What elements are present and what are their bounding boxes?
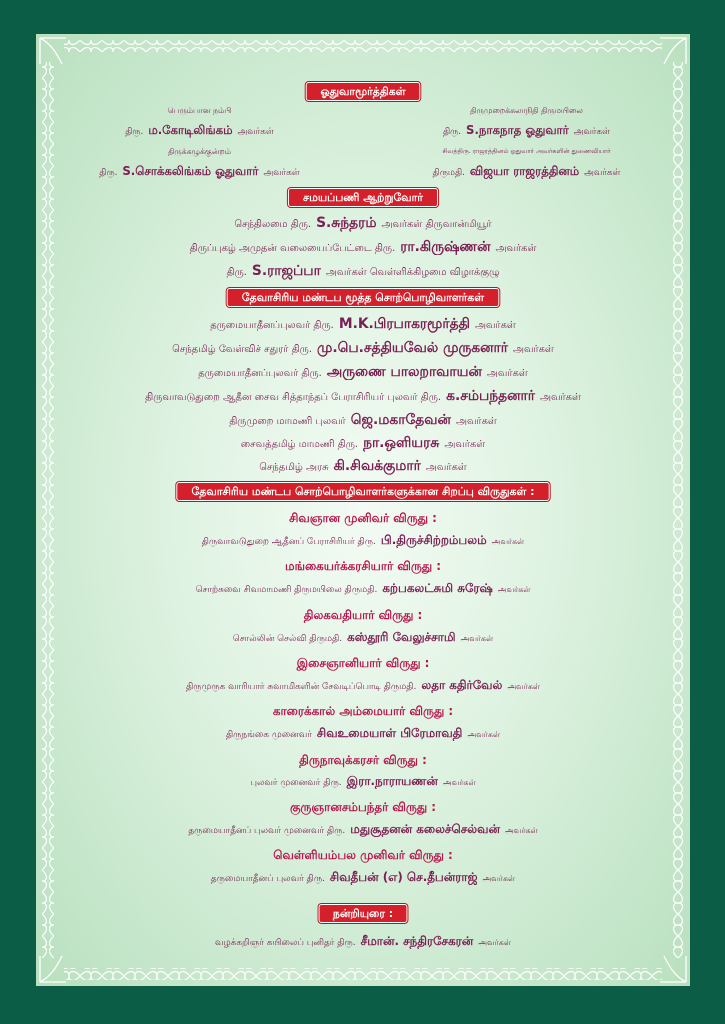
samayappani-line-2: திருப்புகழ் அமுதன் வலையைப்பேட்டை திரு. ரா.கிருஷ்ணன் அவர்கள் [189,239,537,255]
odhuvar-3: திரு. S.சொக்கலிங்கம் ஓதுவார் அவர்கள் [99,164,300,178]
award-7-recipient: தருமையாதீனப் புலவர் முனைவர் திரு. மதுசூதனன் கலைச்செல்வன் அவர்கள் [188,822,538,836]
odhuvar-4: திருமதி. விஜயா ராஜரத்தினம் அவர்கள் [432,164,621,178]
section-heading-senior-speakers: தேவாசிரிய மண்டப மூத்த சொற்பொழிவாளர்கள் [40,288,686,307]
senior-speaker-4: திருவாவடுதுறை ஆதீன சைவ சித்தாந்தப் பேராசிரியர் புலவர் திரு. க.சம்பந்தனார் அவர்கள் [145,388,581,404]
award-4-title: இசைஞானியார் விருது : [296,656,430,670]
award-7-title: குருஞானசம்பந்தர் விருது : [289,800,437,814]
samayappani-line-1: செந்திலமை திரு. S.சுந்தரம் அவர்கள் திருவான்மியூர் [234,215,492,231]
senior-speaker-5: திருமுறை மாமணி புலவர் ஜெ.மகாதேவன் அவர்கள் [229,412,497,428]
award-2-recipient: சொற்சுவை சிவமாமணி திருமயிலை திருமதி. கற்பகலட்சுமி சுரேஷ் அவர்கள் [195,581,531,595]
senior-speaker-2: செந்தமிழ் வேள்விச் சதுரர் திரு. மு.பெ.சத்தியவேல் முருகனார் அவர்கள் [172,340,554,356]
senior-speaker-7: செந்தமிழ் அரசு கி.சிவக்குமார் அவர்கள் [259,458,467,474]
section-heading-awards: தேவாசிரிய மண்டப சொற்பொழிவாளர்களுக்கான சிறப்பு விருதுகள் : [40,482,686,501]
odhuvar-4-subtitle: சிவத்திரு. ராஜரத்தினம் ஓதுவார் அவர்களின் துணைவியார் [442,147,611,155]
odhuvar-1: திரு. ம.கோடிலிங்கம் அவர்கள் [125,123,274,137]
award-3-recipient: சொல்லின் செல்வி திருமதி. கஸ்தூரி வேலுச்சாமி அவர்கள் [232,630,494,644]
award-1-recipient: திருவாவடுதுறை ஆதீனப் பேராசிரியர் திரு. பி.திருச்சிற்றம்பலம் அவர்கள் [201,533,525,547]
section-heading-odhuvar [40,82,686,101]
section-heading-samayappani: சமயப்பணி ஆற்றுவோர் [40,188,686,207]
award-8-title: வெள்ளியம்பல முனிவர் விருது : [273,848,453,862]
samayappani-line-3: திரு. S.ராஜப்பா அவர்கள் வெள்ளிக்கிழமை விழாக்குழு [226,263,500,279]
award-1-title: சிவஞான முனிவர் விருது : [289,511,437,525]
award-6-title: திருநாவுக்கரசர் விருது : [299,753,427,767]
vote-of-thanks-line: வழக்கறிஞர் கயிலைப் புனிதர் திரு. சீமான். சந்திரசேகரன் அவர்கள் [215,934,511,948]
senior-speaker-3: தருமையாதீனப்புலவர் திரு. அருணை பாலறாவாயன் அவர்கள் [198,364,528,380]
award-2-title: மங்கையர்க்கரசியார் விருது : [285,559,441,573]
senior-speaker-1: தருமையாதீனப்புலவர் திரு. M.K.பிரபாகரமூர்த்தி அவர்கள் [210,316,516,332]
award-3-title: திலகவதியார் விருது : [303,608,423,622]
invitation-card [36,34,690,986]
odhuvar-2: திரு. S.நாகநாத ஓதுவார் அவர்கள் [442,123,611,137]
award-5-recipient: திருநங்கை முனைவர் சிவஉமையாள் பிரேமாவதி அவர்கள் [225,726,501,740]
award-8-recipient: தருமையாதீனப் புலவர் திரு. சிவதீபன் (எ) செ.தீபன்ராஜ் அவர்கள் [210,870,516,884]
award-5-title: காரைக்கால் அம்மையார் விருது : [272,704,454,718]
odhuvar-2-subtitle: திருமுறைக்கலாநிதி திருமயிலை [470,106,583,115]
odhuvar-1-subtitle: பெரும்பான நம்பி [167,106,232,115]
section-heading-vote-of-thanks: நன்றியுரை : [40,904,686,923]
award-6-recipient: புலவர் முனைவர் திரு. இரா.நாராயணன் அவர்கள் [250,774,476,788]
award-4-recipient: திருமுருக வாரியார் சுவாமிகளின் சேவடிப்பொடி திருமதி. லதா கதிர்வேல் அவர்கள் [185,678,541,692]
heading-pill: ஓதுவாமூர்த்திகள் [306,82,421,101]
senior-speaker-6: சைவத்தமிழ் மாமணி திரு. நா.ஒளியரசு அவர்கள் [240,435,486,451]
odhuvar-3-subtitle: திருக்கழுக்குன்றம் [167,147,231,156]
